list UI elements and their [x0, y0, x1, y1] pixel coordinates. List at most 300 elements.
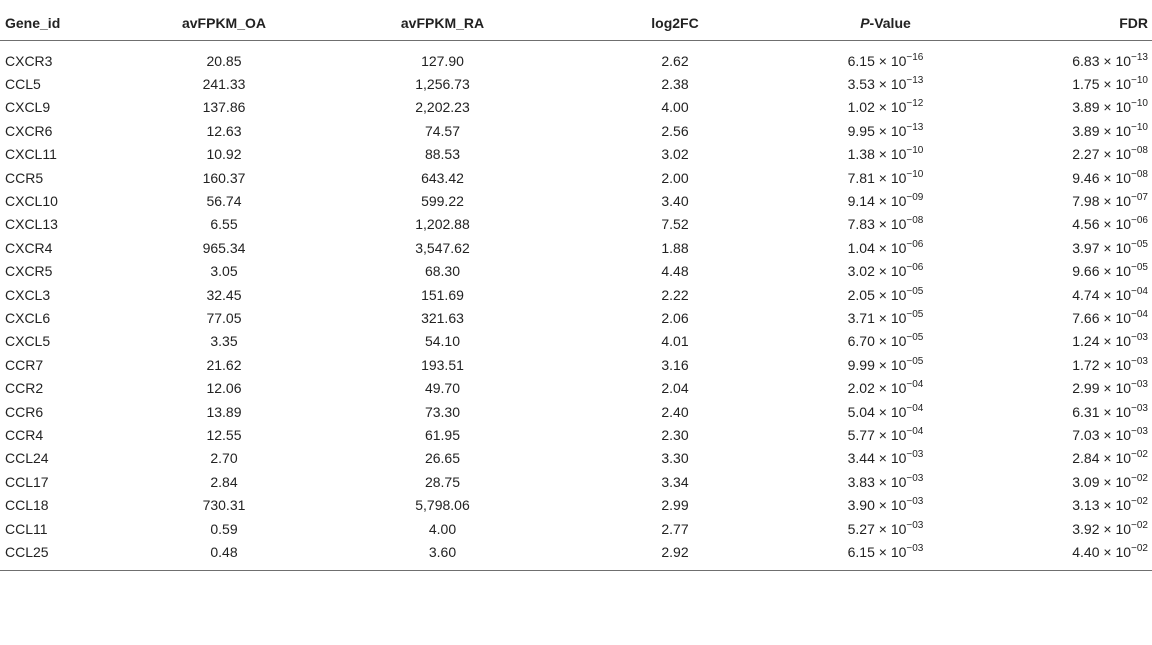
cell-gene-id: CXCL9 — [5, 99, 51, 116]
sci-exponent: −03 — [1131, 332, 1148, 344]
cell-fdr — [998, 447, 1152, 470]
cell-fdr — [998, 96, 1152, 119]
cell-avfpkm-ra: 599.22 — [421, 193, 464, 210]
sci-base: 10 — [890, 76, 907, 93]
sci-mantissa: 3.09 — [1072, 473, 1100, 490]
sci-mantissa: 2.27 — [1072, 146, 1100, 163]
sci-times: × — [1103, 380, 1112, 397]
sci-base: 10 — [890, 309, 907, 326]
cell-p-value — [773, 423, 998, 446]
cell-log2fc: 2.77 — [661, 520, 689, 537]
cell-p-value — [773, 166, 998, 189]
cell-fdr — [998, 119, 1152, 142]
header-p-value-rest: -Value — [869, 15, 911, 31]
cell-avfpkm-ra: 1,202.88 — [415, 216, 470, 233]
sci-times: × — [1103, 193, 1112, 210]
sci-base: 10 — [1115, 76, 1132, 93]
sci-times: × — [878, 403, 887, 420]
table-row — [0, 306, 1152, 329]
sci-mantissa: 3.92 — [1072, 520, 1100, 537]
sci-mantissa: 3.02 — [847, 263, 875, 280]
cell-log2fc: 3.16 — [661, 356, 689, 373]
cell-gene-id: CXCR6 — [5, 122, 53, 139]
cell-avfpkm-oa: 20.85 — [206, 52, 242, 69]
sci-mantissa: 7.83 — [847, 216, 875, 233]
cell-p-value — [773, 260, 998, 283]
sci-exponent: −03 — [1131, 355, 1148, 367]
sci-base: 10 — [890, 520, 907, 537]
cell-avfpkm-oa: 77.05 — [206, 309, 242, 326]
header-avfpkm-oa: avFPKM_OA — [140, 6, 308, 41]
sci-exponent: −10 — [1131, 98, 1148, 110]
sci-base: 10 — [890, 193, 907, 210]
table-row — [0, 376, 1152, 399]
cell-gene-id: CCR2 — [5, 380, 44, 397]
cell-avfpkm-oa: 12.55 — [206, 426, 242, 443]
sci-base: 10 — [1115, 52, 1132, 69]
table-row — [0, 283, 1152, 306]
sci-times: × — [878, 99, 887, 116]
cell-p-value — [773, 236, 998, 259]
cell-p-value — [773, 330, 998, 353]
cell-fdr — [998, 353, 1152, 376]
sci-exponent: −02 — [1131, 449, 1148, 461]
sci-times: × — [1103, 146, 1112, 163]
cell-avfpkm-oa: 965.34 — [202, 239, 246, 256]
sci-times: × — [1103, 122, 1112, 139]
cell-gene-id: CXCR4 — [5, 239, 53, 256]
cell-log2fc: 3.34 — [661, 473, 689, 490]
sci-exponent: −05 — [1131, 238, 1148, 250]
sci-times: × — [1103, 333, 1112, 350]
cell-gene-id: CCR4 — [5, 426, 44, 443]
sci-mantissa: 4.40 — [1072, 543, 1100, 560]
sci-exponent: −04 — [906, 379, 924, 391]
sci-times: × — [1103, 450, 1112, 467]
cell-avfpkm-ra: 2,202.23 — [415, 99, 470, 116]
cell-avfpkm-ra: 151.69 — [421, 286, 464, 303]
sci-times: × — [1103, 99, 1112, 116]
cell-avfpkm-ra: 28.75 — [424, 473, 461, 490]
sci-mantissa: 9.95 — [847, 122, 875, 139]
sci-base: 10 — [1115, 146, 1132, 163]
sci-base: 10 — [1115, 450, 1132, 467]
table-row — [0, 447, 1152, 470]
table-row — [0, 143, 1152, 166]
cell-avfpkm-oa: 0.59 — [210, 520, 238, 537]
sci-mantissa: 6.31 — [1072, 403, 1100, 420]
cell-avfpkm-ra: 61.95 — [424, 426, 461, 443]
sci-exponent: −07 — [1131, 192, 1148, 204]
table-body — [0, 41, 1152, 571]
sci-base: 10 — [890, 497, 907, 514]
sci-exponent: −10 — [1131, 121, 1148, 133]
sci-mantissa: 4.56 — [1072, 216, 1100, 233]
sci-times: × — [878, 193, 887, 210]
sci-exponent: −03 — [906, 449, 924, 461]
sci-base: 10 — [890, 450, 907, 467]
sci-times: × — [878, 543, 887, 560]
cell-fdr — [998, 166, 1152, 189]
sci-times: × — [1103, 169, 1112, 186]
cell-log2fc: 3.02 — [661, 146, 689, 163]
sci-mantissa: 3.44 — [847, 450, 875, 467]
cell-avfpkm-oa: 12.63 — [206, 122, 242, 139]
table-row — [0, 236, 1152, 259]
cell-avfpkm-ra: 74.57 — [424, 122, 461, 139]
table-row — [0, 213, 1152, 236]
sci-exponent: −02 — [1131, 519, 1148, 531]
sci-exponent: −02 — [1131, 496, 1148, 508]
sci-times: × — [878, 146, 887, 163]
sci-mantissa: 5.77 — [847, 426, 875, 443]
sci-exponent: −03 — [1131, 425, 1148, 437]
cell-gene-id: CCL24 — [5, 450, 49, 467]
cell-fdr — [998, 236, 1152, 259]
sci-mantissa: 3.71 — [847, 309, 875, 326]
header-gene-id: Gene_id — [0, 6, 140, 41]
cell-p-value — [773, 400, 998, 423]
sci-exponent: −10 — [1131, 75, 1148, 87]
cell-log2fc: 2.38 — [661, 76, 689, 93]
sci-base: 10 — [890, 169, 907, 186]
sci-exponent: −13 — [906, 121, 924, 133]
cell-p-value — [773, 447, 998, 470]
table-row — [0, 353, 1152, 376]
table-row — [0, 166, 1152, 189]
cell-gene-id: CCL11 — [5, 520, 48, 537]
cell-log2fc: 1.88 — [661, 239, 689, 256]
cell-gene-id: CCL18 — [5, 497, 49, 514]
sci-times: × — [1103, 76, 1112, 93]
sci-base: 10 — [1115, 473, 1132, 490]
table-row — [0, 96, 1152, 119]
sci-times: × — [878, 473, 887, 490]
sci-times: × — [878, 497, 887, 514]
sci-times: × — [878, 216, 887, 233]
sci-exponent: −04 — [906, 425, 924, 437]
sci-mantissa: 9.66 — [1072, 263, 1100, 280]
sci-times: × — [878, 169, 887, 186]
sci-times: × — [878, 286, 887, 303]
header-p-value-italic: P — [860, 15, 870, 31]
cell-avfpkm-ra: 54.10 — [424, 333, 461, 350]
cell-log2fc: 2.99 — [661, 497, 689, 514]
sci-base: 10 — [1115, 543, 1132, 560]
sci-exponent: −03 — [906, 519, 924, 531]
cell-log2fc: 2.22 — [661, 286, 689, 303]
sci-mantissa: 1.38 — [847, 146, 875, 163]
sci-exponent: −04 — [1131, 308, 1148, 320]
cell-avfpkm-oa: 12.06 — [206, 380, 242, 397]
cell-avfpkm-oa: 0.48 — [140, 540, 308, 570]
sci-exponent: −06 — [1131, 215, 1148, 227]
sci-exponent: −05 — [906, 355, 924, 367]
sci-times: × — [1103, 543, 1112, 560]
cell-log2fc: 4.01 — [661, 333, 689, 350]
sci-exponent: −16 — [906, 51, 924, 63]
header-avfpkm-ra: avFPKM_RA — [308, 6, 577, 41]
sci-times: × — [878, 239, 887, 256]
sci-base: 10 — [1115, 497, 1132, 514]
cell-fdr — [998, 470, 1152, 493]
sci-mantissa: 7.98 — [1072, 193, 1100, 210]
cell-gene-id: CCR5 — [5, 169, 44, 186]
cell-fdr — [998, 330, 1152, 353]
cell-avfpkm-ra: 88.53 — [424, 146, 461, 163]
sci-mantissa: 3.89 — [1072, 122, 1100, 139]
cell-avfpkm-oa: 10.92 — [206, 146, 242, 163]
sci-base: 10 — [1115, 426, 1132, 443]
table-row — [0, 423, 1152, 446]
sci-base: 10 — [1115, 333, 1132, 350]
cell-fdr — [998, 189, 1152, 212]
sci-times: × — [878, 122, 887, 139]
sci-times: × — [1103, 497, 1112, 514]
table-row — [0, 41, 1152, 73]
cell-log2fc: 7.52 — [661, 216, 689, 233]
cell-fdr — [998, 400, 1152, 423]
sci-base: 10 — [1115, 99, 1132, 116]
sci-times: × — [1103, 473, 1112, 490]
sci-mantissa: 1.75 — [1072, 76, 1100, 93]
cell-log2fc: 2.40 — [661, 403, 689, 420]
sci-times: × — [1103, 520, 1112, 537]
cell-avfpkm-ra: 321.63 — [421, 309, 464, 326]
cell-avfpkm-ra: 3.60 — [308, 540, 577, 570]
sci-mantissa: 2.84 — [1072, 450, 1100, 467]
header-p-value — [773, 6, 998, 41]
cell-gene-id: CXCL5 — [5, 333, 51, 350]
cell-log2fc: 2.00 — [661, 169, 689, 186]
cell-avfpkm-oa: 730.31 — [202, 497, 246, 514]
sci-base: 10 — [890, 263, 907, 280]
sci-mantissa: 3.13 — [1072, 497, 1100, 514]
cell-p-value — [773, 119, 998, 142]
cell-p-value — [773, 96, 998, 119]
sci-mantissa: 7.66 — [1072, 309, 1100, 326]
sci-mantissa: 4.74 — [1072, 286, 1100, 303]
cell-log2fc: 2.30 — [661, 426, 689, 443]
sci-times: × — [1103, 426, 1112, 443]
cell-avfpkm-oa: 160.37 — [202, 169, 246, 186]
sci-exponent: −03 — [906, 472, 924, 484]
sci-mantissa: 5.27 — [847, 520, 875, 537]
sci-base: 10 — [1115, 122, 1132, 139]
cell-p-value — [773, 283, 998, 306]
sci-mantissa: 3.53 — [847, 76, 875, 93]
cell-avfpkm-ra: 73.30 — [424, 403, 461, 420]
sci-exponent: −06 — [906, 262, 924, 274]
cell-gene-id: CXCR3 — [5, 52, 53, 69]
cell-fdr — [998, 143, 1152, 166]
cell-avfpkm-ra: 643.42 — [421, 169, 464, 186]
sci-exponent: −04 — [1131, 285, 1148, 297]
sci-times: × — [1103, 286, 1112, 303]
sci-exponent: −06 — [906, 238, 924, 250]
cell-fdr — [998, 260, 1152, 283]
sci-exponent: −08 — [1131, 168, 1148, 180]
sci-exponent: −03 — [1131, 379, 1148, 391]
cell-gene-id: CXCL10 — [5, 193, 58, 210]
sci-times: × — [878, 263, 887, 280]
cell-p-value — [773, 470, 998, 493]
cell-avfpkm-ra: 193.51 — [421, 356, 464, 373]
sci-times: × — [878, 309, 887, 326]
cell-p-value — [773, 353, 998, 376]
sci-base: 10 — [890, 426, 907, 443]
sci-base: 10 — [1115, 286, 1132, 303]
table-row — [0, 493, 1152, 516]
sci-base: 10 — [1115, 403, 1132, 420]
sci-mantissa: 2.05 — [847, 286, 875, 303]
cell-p-value — [773, 41, 998, 73]
sci-times: × — [878, 380, 887, 397]
sci-exponent: −10 — [906, 168, 924, 180]
sci-exponent: −05 — [906, 332, 924, 344]
cell-gene-id: CXCL3 — [5, 286, 51, 303]
table-row — [0, 119, 1152, 142]
cell-p-value — [773, 143, 998, 166]
table-row — [0, 517, 1152, 540]
header-row — [0, 6, 1152, 41]
cell-avfpkm-ra: 3,547.62 — [415, 239, 470, 256]
cell-fdr — [998, 423, 1152, 446]
sci-exponent: −02 — [1131, 472, 1148, 484]
cell-avfpkm-oa: 2.70 — [210, 450, 238, 467]
cell-avfpkm-oa: 137.86 — [202, 99, 246, 116]
sci-base: 10 — [890, 52, 907, 69]
cell-log2fc: 3.40 — [661, 193, 689, 210]
cell-log2fc: 2.92 — [577, 540, 773, 570]
cell-p-value — [773, 376, 998, 399]
sci-base: 10 — [890, 286, 907, 303]
table-header — [0, 6, 1152, 41]
sci-mantissa: 9.99 — [847, 356, 875, 373]
cell-fdr — [998, 306, 1152, 329]
sci-times: × — [1103, 309, 1112, 326]
sci-mantissa: 2.02 — [847, 380, 875, 397]
table-row — [0, 400, 1152, 423]
table-row — [0, 72, 1152, 95]
sci-exponent: −04 — [906, 402, 924, 414]
sci-exponent: −08 — [1131, 145, 1148, 157]
cell-fdr — [998, 376, 1152, 399]
sci-times: × — [878, 76, 887, 93]
sci-base: 10 — [1115, 520, 1132, 537]
cell-gene-id: CXCL13 — [5, 216, 58, 233]
sci-base: 10 — [890, 99, 907, 116]
cell-gene-id: CCL25 — [0, 540, 140, 570]
cell-log2fc: 2.04 — [661, 380, 689, 397]
sci-mantissa: 1.02 — [847, 99, 875, 116]
table-row — [0, 330, 1152, 353]
cell-gene-id: CCL17 — [5, 473, 49, 490]
sci-exponent: −13 — [1131, 51, 1148, 63]
sci-mantissa: 9.14 — [847, 193, 875, 210]
sci-times: × — [1103, 239, 1112, 256]
sci-mantissa: 7.03 — [1072, 426, 1100, 443]
sci-base: 10 — [1115, 380, 1132, 397]
cell-avfpkm-ra: 5,798.06 — [415, 497, 470, 514]
sci-times: × — [878, 450, 887, 467]
sci-mantissa: 3.90 — [847, 497, 875, 514]
sci-times: × — [878, 333, 887, 350]
sci-base: 10 — [890, 146, 907, 163]
sci-times: × — [1103, 52, 1112, 69]
cell-avfpkm-oa: 2.84 — [210, 473, 238, 490]
sci-base: 10 — [1115, 239, 1132, 256]
sci-exponent: −09 — [906, 192, 924, 204]
sci-mantissa: 3.83 — [847, 473, 875, 490]
cell-log2fc: 4.48 — [661, 263, 689, 280]
cell-fdr — [998, 540, 1152, 570]
sci-mantissa: 6.15 — [847, 543, 875, 560]
sci-mantissa: 6.83 — [1072, 52, 1100, 69]
sci-base: 10 — [890, 333, 907, 350]
sci-exponent: −12 — [906, 98, 924, 110]
cell-fdr — [998, 493, 1152, 516]
sci-times: × — [878, 52, 887, 69]
sci-mantissa: 9.46 — [1072, 169, 1100, 186]
sci-times: × — [878, 356, 887, 373]
cell-avfpkm-ra: 127.90 — [421, 52, 464, 69]
sci-mantissa: 7.81 — [847, 169, 875, 186]
sci-base: 10 — [890, 239, 907, 256]
sci-exponent: −10 — [906, 145, 924, 157]
cell-fdr — [998, 213, 1152, 236]
table-row — [0, 470, 1152, 493]
cell-avfpkm-ra: 1,256.73 — [415, 76, 470, 93]
sci-mantissa: 2.99 — [1072, 380, 1100, 397]
sci-mantissa: 1.04 — [847, 239, 875, 256]
cell-avfpkm-oa: 241.33 — [202, 76, 246, 93]
sci-mantissa: 1.24 — [1072, 333, 1100, 350]
cell-fdr — [998, 41, 1152, 73]
sci-base: 10 — [890, 122, 907, 139]
cell-avfpkm-oa: 3.35 — [210, 333, 238, 350]
sci-mantissa: 3.89 — [1072, 99, 1100, 116]
sci-exponent: −03 — [906, 496, 924, 508]
table-row — [0, 540, 1152, 570]
cell-gene-id: CCR7 — [5, 356, 44, 373]
sci-base: 10 — [890, 543, 907, 560]
sci-mantissa: 1.72 — [1072, 356, 1100, 373]
cell-gene-id: CXCL11 — [5, 146, 57, 163]
sci-exponent: −08 — [906, 215, 924, 227]
sci-base: 10 — [890, 356, 907, 373]
sci-exponent: −13 — [906, 75, 924, 87]
cell-fdr — [998, 72, 1152, 95]
sci-times: × — [1103, 356, 1112, 373]
cell-p-value — [773, 72, 998, 95]
cell-avfpkm-oa: 13.89 — [206, 403, 242, 420]
cell-p-value — [773, 540, 998, 570]
sci-base: 10 — [1115, 309, 1132, 326]
header-fdr: FDR — [998, 6, 1152, 41]
cell-log2fc: 2.62 — [661, 52, 689, 69]
cell-gene-id: CXCR5 — [5, 263, 53, 280]
cell-p-value — [773, 189, 998, 212]
cell-p-value — [773, 213, 998, 236]
cell-fdr — [998, 517, 1152, 540]
cell-avfpkm-oa: 21.62 — [206, 356, 242, 373]
sci-exponent: −05 — [906, 308, 924, 320]
sci-exponent: −03 — [1131, 402, 1148, 414]
cell-fdr — [998, 283, 1152, 306]
cell-avfpkm-ra: 49.70 — [424, 380, 461, 397]
cell-avfpkm-ra: 4.00 — [428, 520, 457, 537]
